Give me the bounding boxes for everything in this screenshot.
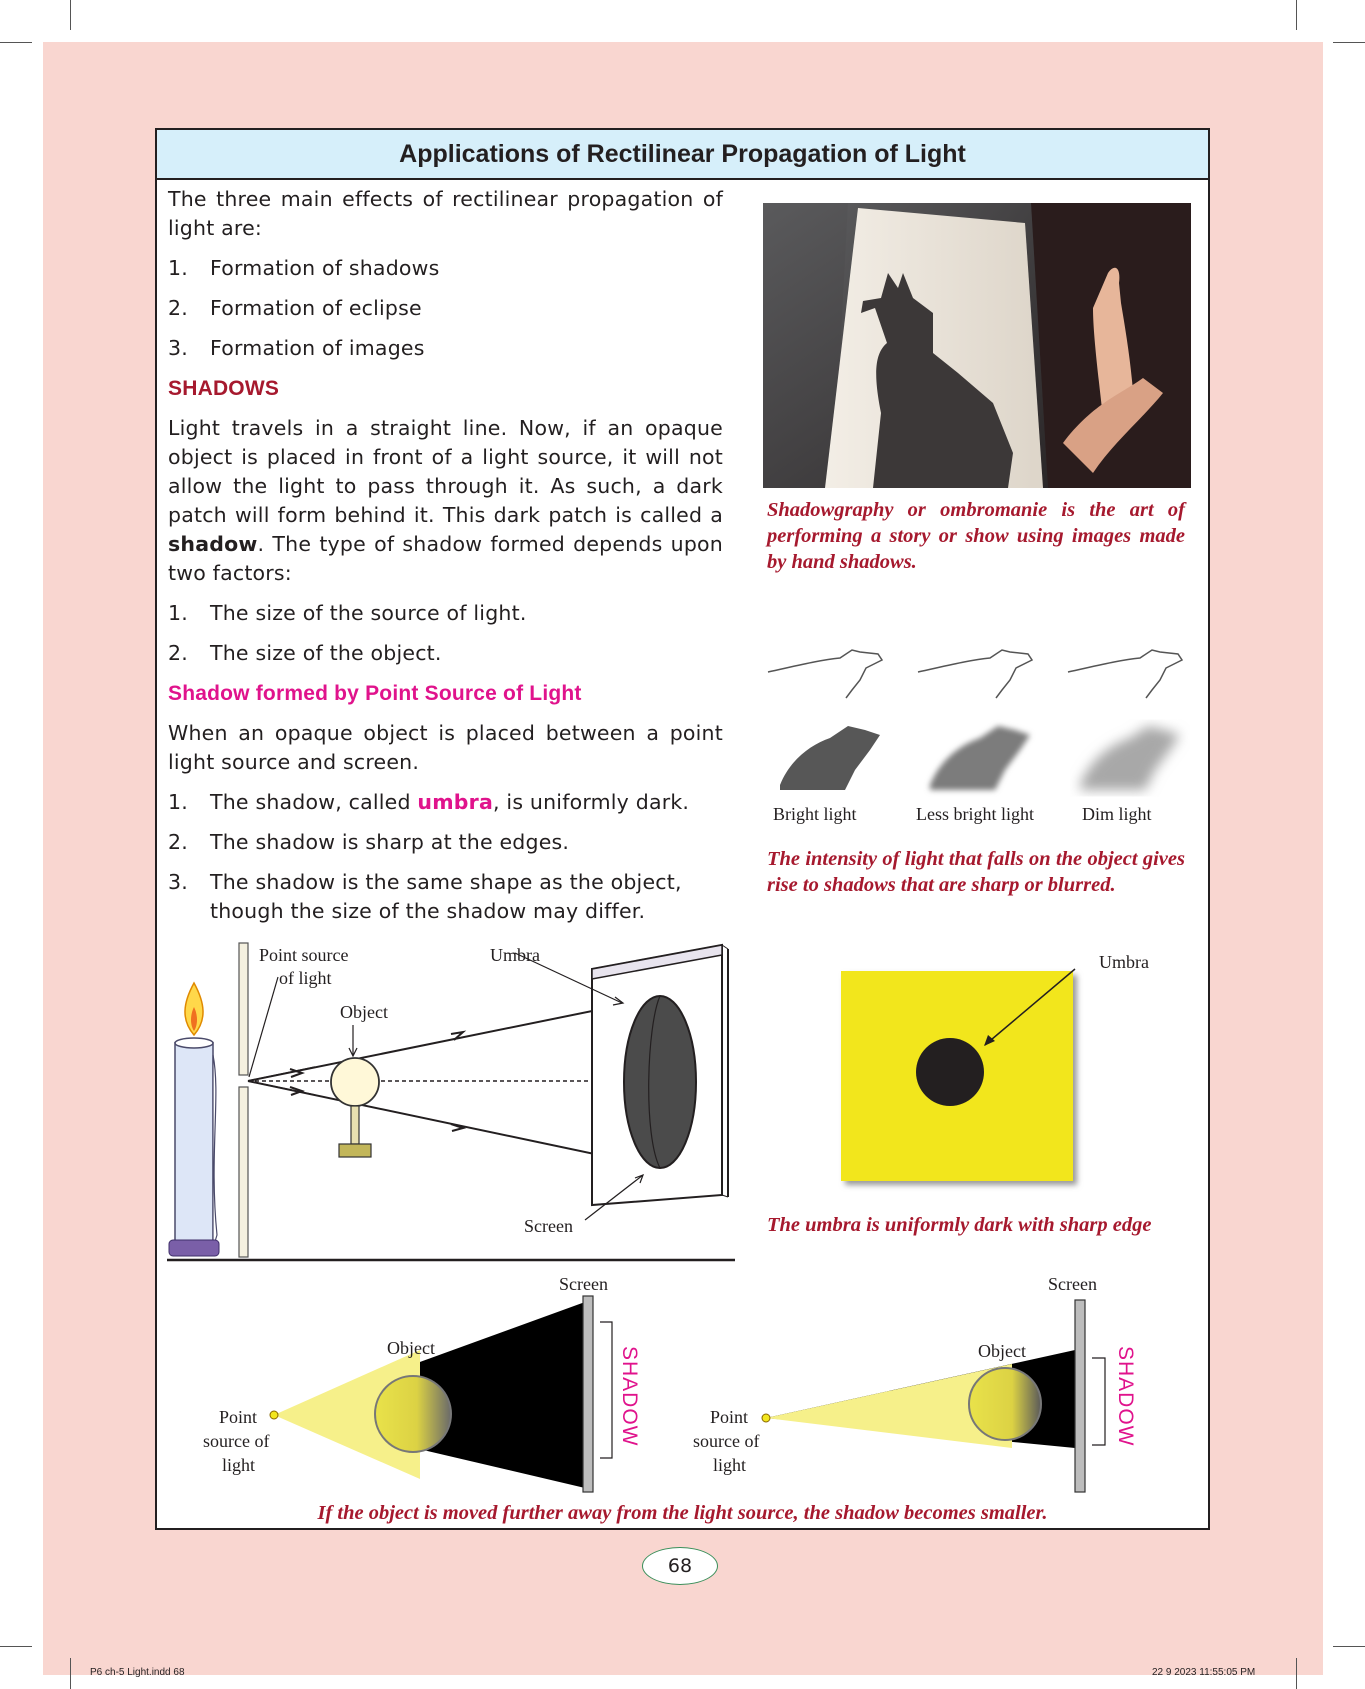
point-label: Point: [710, 1407, 749, 1427]
shadowgraphy-caption: Shadowgraphy or ombromanie is the art of performing a story or show using images made by hand shadows.: [767, 499, 1185, 573]
candle-icon: [169, 983, 219, 1256]
list-item: [168, 294, 723, 323]
list-number: 2.: [168, 830, 188, 854]
crop-mark: [70, 1658, 71, 1689]
file-slug: P6 ch-5 Light.indd 68: [90, 1667, 185, 1678]
list-number: 3.: [168, 336, 188, 360]
shadowgraphy-photo: [763, 203, 1191, 488]
shadow-vertical-label: SHADOW: [618, 1346, 641, 1447]
list-text: Formation of images: [210, 336, 425, 360]
list-item: [168, 599, 723, 628]
point-source-heading: Shadow formed by Point Source of Light: [168, 682, 582, 705]
umbra-term: umbra: [417, 790, 493, 814]
list-number: 2.: [168, 641, 188, 665]
dim-light-label: Dim light: [1082, 804, 1152, 824]
shadows-paragraph: Light travels in a straight line. Now, if an opaque object is placed in front of a light source, it will not allow the light to pass through it. As such, a dark patch will form behind it. This dark patch is called a shadow. The type of shadow formed depends upon two factors:: [168, 416, 723, 585]
list-number: 1.: [168, 601, 188, 625]
list-number: 2.: [168, 296, 188, 320]
list-text: The size of the object.: [210, 641, 442, 665]
object-label: Object: [978, 1341, 1026, 1361]
source-of-label: source of: [203, 1431, 270, 1451]
object-ball: [331, 1058, 379, 1106]
list-item: [168, 788, 723, 817]
umbra-screen-label: Umbra: [1099, 952, 1149, 972]
shadow-term: shadow: [168, 532, 258, 556]
hand-icon: [768, 650, 1182, 698]
source-of-label: source of: [693, 1431, 760, 1451]
light-label: light: [222, 1455, 256, 1475]
page-number: 68: [642, 1547, 718, 1585]
shadows-heading: SHADOWS: [168, 377, 280, 400]
point-source-paragraph: When an opaque object is placed between a point light source and screen.: [168, 721, 723, 774]
screen-label: Screen: [559, 1274, 608, 1294]
list-item: [168, 254, 723, 283]
shadow-vertical-label: SHADOW: [1114, 1346, 1137, 1447]
list-item: [168, 639, 723, 668]
list-item: [168, 828, 723, 857]
crop-mark: [1296, 1658, 1297, 1689]
point-source-diagram: [165, 935, 735, 1265]
point-label: Point: [219, 1407, 258, 1427]
screen-label: Screen: [524, 1216, 573, 1236]
list-number: 3.: [168, 870, 188, 894]
umbra-spot: [916, 1038, 984, 1106]
crop-mark: [1333, 42, 1365, 43]
pinhole-card-top: [239, 943, 248, 1075]
screen-bar: [583, 1296, 593, 1492]
pinhole-card-bottom: [239, 1087, 248, 1257]
crop-mark: [0, 42, 32, 43]
light-label: light: [713, 1455, 747, 1475]
crop-mark: [1296, 0, 1297, 30]
umbra-on-screen-diagram: [835, 965, 1095, 1185]
list-number: 1.: [168, 790, 188, 814]
list-text: Formation of shadows: [210, 256, 440, 280]
screen-bar: [1075, 1300, 1085, 1492]
list-text: The shadow, called umbra, is uniformly dark.: [210, 790, 690, 814]
umbra-caption: The umbra is uniformly dark with sharp edge: [767, 1214, 1152, 1236]
distance-caption: If the object is moved further away from the light source, the shadow becomes smaller.: [317, 1502, 1048, 1524]
list-text: The shadow is the same shape as the object, though the size of the shadow may differ.: [210, 870, 682, 923]
page-title: Applications of Rectilinear Propagation of Light: [157, 130, 1208, 180]
point-source-label: Point source: [259, 945, 349, 965]
object-ball: [375, 1376, 451, 1452]
crop-mark: [1333, 1646, 1365, 1647]
list-number: 1.: [168, 256, 188, 280]
screen-label: Screen: [1048, 1274, 1097, 1294]
intensity-caption: The intensity of light that falls on the object gives rise to shadows that are sharp or blurred.: [767, 848, 1185, 896]
hand-shadows-illustration: [760, 640, 1190, 800]
object-label: Object: [340, 1002, 388, 1022]
print-timestamp: 22 9 2023 11:55:05 PM: [1152, 1667, 1256, 1678]
object-ball: [969, 1368, 1041, 1440]
list-text: The shadow is sharp at the edges.: [210, 830, 570, 854]
less-bright-light-label: Less bright light: [916, 804, 1034, 824]
list-text: Formation of eclipse: [210, 296, 422, 320]
list-text: The size of the source of light.: [210, 601, 527, 625]
text-column: [168, 185, 723, 937]
far-object-diagram: [760, 1290, 1120, 1500]
crop-mark: [70, 0, 71, 30]
intro-text: The three main effects of rectilinear propagation of light are:: [168, 187, 723, 240]
point-source-dot: [762, 1414, 770, 1422]
list-item: [168, 334, 723, 363]
point-source-dot: [270, 1411, 278, 1419]
bright-light-label: Bright light: [773, 804, 857, 824]
object-label: Object: [387, 1338, 435, 1358]
umbra-ellipse: [624, 996, 696, 1168]
list-item: [168, 868, 723, 926]
crop-mark: [0, 1646, 32, 1647]
of-light-label: of light: [279, 968, 332, 988]
umbra-label: Umbra: [490, 945, 540, 965]
near-object-diagram: [260, 1290, 660, 1500]
